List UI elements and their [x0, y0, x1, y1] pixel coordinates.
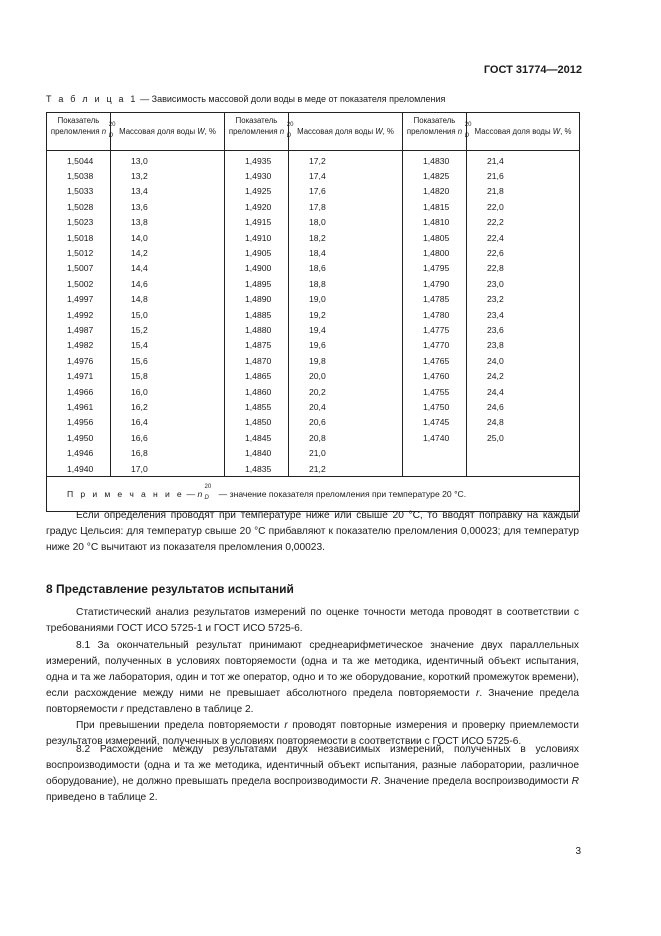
water-fraction-cell: 18,6	[289, 261, 403, 276]
refraction-index-cell: 1,4910	[225, 230, 289, 245]
water-fraction-cell	[467, 461, 580, 477]
refraction-index-cell: 1,4915	[225, 215, 289, 230]
refraction-index-cell: 1,4950	[47, 430, 111, 445]
refraction-index-cell: 1,4935	[225, 151, 289, 169]
col-header-mass-3: Массовая доля воды W, %	[467, 113, 580, 151]
water-fraction-cell: 23,8	[467, 338, 580, 353]
table-row	[47, 399, 580, 414]
water-fraction-cell: 13,0	[111, 151, 225, 169]
refraction-index-cell: 1,5023	[47, 215, 111, 230]
table-row	[47, 215, 580, 230]
table-row	[47, 276, 580, 291]
table-row	[47, 307, 580, 322]
refraction-index-cell: 1,4755	[403, 384, 467, 399]
table-note	[47, 477, 580, 512]
water-fraction-cell: 21,0	[289, 445, 403, 460]
table-row	[47, 261, 580, 276]
water-fraction-cell: 22,2	[467, 215, 580, 230]
refraction-index-cell: 1,5028	[47, 199, 111, 214]
table-row	[47, 445, 580, 460]
refraction-index-cell: 1,4992	[47, 307, 111, 322]
water-fraction-cell: 23,4	[467, 307, 580, 322]
table-body	[47, 151, 580, 477]
table-caption-text: Зависимость массовой доли воды в меде от показателя преломления	[151, 94, 446, 104]
table-header-row	[47, 113, 580, 151]
refraction-index-cell: 1,4805	[403, 230, 467, 245]
table-row	[47, 199, 580, 214]
table-row	[47, 322, 580, 337]
water-fraction-cell: 23,6	[467, 322, 580, 337]
water-fraction-cell: 24,0	[467, 353, 580, 368]
water-fraction-cell: 20,8	[289, 430, 403, 445]
refraction-index-cell: 1,4810	[403, 215, 467, 230]
water-fraction-cell: 16,4	[111, 415, 225, 430]
refraction-index-cell: 1,4825	[403, 168, 467, 183]
table-row	[47, 353, 580, 368]
water-fraction-cell: 22,0	[467, 199, 580, 214]
water-fraction-cell: 24,8	[467, 415, 580, 430]
water-fraction-cell: 24,2	[467, 368, 580, 383]
stat-analysis-paragraph: Статистический анализ результатов измерений по оценке точности метода проводят в соответствии с требованиями ГОСТ ИСО 5725-1 и ГОСТ ИСО 5725-6.	[46, 607, 579, 634]
refraction-index-cell: 1,4800	[403, 245, 467, 260]
refraction-index-cell: 1,4880	[225, 322, 289, 337]
table-caption-label: Т а б л и ц а 1	[46, 94, 138, 104]
refraction-index-cell: 1,4997	[47, 292, 111, 307]
water-fraction-cell: 13,2	[111, 168, 225, 183]
refraction-index-cell: 1,4780	[403, 307, 467, 322]
water-fraction-cell: 18,0	[289, 215, 403, 230]
water-fraction-cell: 15,0	[111, 307, 225, 322]
col-header-index-2: Показатель преломления n 20 D	[225, 113, 289, 151]
refraction-index-cell: 1,4946	[47, 445, 111, 460]
refraction-index-cell: 1,4905	[225, 245, 289, 260]
water-fraction-cell: 19,0	[289, 292, 403, 307]
water-fraction-cell: 15,2	[111, 322, 225, 337]
refraction-index-cell: 1,5038	[47, 168, 111, 183]
water-fraction-cell: 17,4	[289, 168, 403, 183]
document-code: ГОСТ 31774—2012	[483, 64, 582, 76]
water-fraction-cell: 17,8	[289, 199, 403, 214]
water-fraction-cell: 17,6	[289, 184, 403, 199]
repeatability-exceed-paragraph: При превышении предела повторяемости r проводят повторные измерения и проверку приемлемости результатов измерений, полученных в условиях повторяемости в соответствии с ГОСТ ИСО 5725-6.	[46, 720, 579, 747]
refraction-index-cell: 1,4820	[403, 184, 467, 199]
refraction-index-cell: 1,4760	[403, 368, 467, 383]
col-header-index-1: Показатель преломления n 20 D	[47, 113, 111, 151]
refraction-index-cell: 1,4971	[47, 368, 111, 383]
refraction-index-cell: 1,4930	[225, 168, 289, 183]
table-caption	[46, 94, 445, 104]
water-fraction-cell: 14,4	[111, 261, 225, 276]
note-dash: —	[186, 489, 196, 500]
refraction-index-cell: 1,4976	[47, 353, 111, 368]
refraction-index-cell: 1,4875	[225, 338, 289, 353]
refraction-index-cell	[403, 445, 467, 460]
water-fraction-cell: 18,8	[289, 276, 403, 291]
refraction-index-cell: 1,5018	[47, 230, 111, 245]
refraction-index-cell: 1,4845	[225, 430, 289, 445]
water-fraction-cell: 18,4	[289, 245, 403, 260]
refraction-index-cell: 1,4860	[225, 384, 289, 399]
section-8-title: 8 Представление результатов испытаний	[46, 582, 294, 596]
table-row	[47, 168, 580, 183]
water-fraction-cell: 15,8	[111, 368, 225, 383]
table-row	[47, 292, 580, 307]
refraction-index-cell: 1,4865	[225, 368, 289, 383]
refraction-index-cell: 1,4890	[225, 292, 289, 307]
page-number: 3	[575, 846, 581, 857]
refraction-index-cell: 1,4895	[225, 276, 289, 291]
table-row	[47, 384, 580, 399]
refraction-index-cell: 1,4900	[225, 261, 289, 276]
table-row	[47, 245, 580, 260]
table-caption-dash: —	[140, 94, 150, 104]
water-fraction-cell: 16,6	[111, 430, 225, 445]
water-fraction-cell: 17,0	[111, 461, 225, 477]
col-header-mass-2: Массовая доля воды W, %	[289, 113, 403, 151]
water-fraction-cell: 22,6	[467, 245, 580, 260]
refraction-index-cell: 1,4850	[225, 415, 289, 430]
refraction-index-cell: 1,4940	[47, 461, 111, 477]
water-fraction-cell: 20,4	[289, 399, 403, 414]
water-fraction-cell: 21,4	[467, 151, 580, 169]
refraction-index-cell: 1,5012	[47, 245, 111, 260]
col-header-mass-1: Массовая доля воды W, %	[111, 113, 225, 151]
note-symbol: n 20 D	[197, 484, 212, 502]
refraction-index-cell: 1,4795	[403, 261, 467, 276]
water-fraction-cell: 20,2	[289, 384, 403, 399]
table-row	[47, 184, 580, 199]
refraction-index-cell: 1,5033	[47, 184, 111, 199]
table-row	[47, 461, 580, 477]
water-fraction-cell	[467, 445, 580, 460]
table-row	[47, 430, 580, 445]
water-fraction-cell: 19,4	[289, 322, 403, 337]
refraction-index-cell: 1,4966	[47, 384, 111, 399]
refraction-index-cell: 1,4745	[403, 415, 467, 430]
table-row	[47, 151, 580, 169]
refraction-index-cell: 1,4982	[47, 338, 111, 353]
table-row	[47, 338, 580, 353]
water-fraction-cell: 20,6	[289, 415, 403, 430]
clause-8-2-paragraph: 8.2 Расхождение между результатами двух независимых измерений, полученных в условиях воспроизводимости (одна и та же методика, идентичный объект испытания, разные лаборатории, различное оборудование), не должно превышать предела воспроизводимости R. Значение предела воспроизводимости R приведено в таблице 2.	[46, 744, 579, 803]
water-fraction-cell: 23,0	[467, 276, 580, 291]
refraction-index-cell: 1,4740	[403, 430, 467, 445]
water-fraction-cell: 24,6	[467, 399, 580, 414]
refraction-water-table	[46, 112, 580, 512]
refraction-index-cell: 1,5002	[47, 276, 111, 291]
refraction-index-cell: 1,4830	[403, 151, 467, 169]
refraction-index-cell: 1,4815	[403, 199, 467, 214]
water-fraction-cell: 13,8	[111, 215, 225, 230]
water-fraction-cell: 16,2	[111, 399, 225, 414]
water-fraction-cell: 14,2	[111, 245, 225, 260]
refraction-index-cell: 1,4770	[403, 338, 467, 353]
refraction-index-cell: 1,4775	[403, 322, 467, 337]
water-fraction-cell: 21,6	[467, 168, 580, 183]
water-fraction-cell: 17,2	[289, 151, 403, 169]
table-row	[47, 415, 580, 430]
water-fraction-cell: 19,6	[289, 338, 403, 353]
water-fraction-cell: 22,4	[467, 230, 580, 245]
water-fraction-cell: 15,6	[111, 353, 225, 368]
water-fraction-cell: 21,2	[289, 461, 403, 477]
clause-8-1-paragraph: 8.1 За окончательный результат принимают среднеарифметическое значение двух параллельных измерений, полученных в условиях повторяемости (одна и та же методика, идентичный объект испытания, одна и та же лаборатория, один и тот же оператор, одно и то же оборудование, короткий промежуток времени), если расхождение между ними не превышает абсолютного предела повторяемости r. Значение предела повторяемости r представлено в таблице 2.	[46, 640, 579, 715]
water-fraction-cell: 14,6	[111, 276, 225, 291]
table-row	[47, 368, 580, 383]
water-fraction-cell: 25,0	[467, 430, 580, 445]
refraction-index-cell: 1,4956	[47, 415, 111, 430]
water-fraction-cell: 13,6	[111, 199, 225, 214]
refraction-index-cell: 1,4840	[225, 445, 289, 460]
refraction-index-cell: 1,4870	[225, 353, 289, 368]
col-header-index-3: Показатель преломления n 20 D	[403, 113, 467, 151]
refraction-index-cell: 1,4785	[403, 292, 467, 307]
water-fraction-cell: 15,4	[111, 338, 225, 353]
water-fraction-cell: 18,2	[289, 230, 403, 245]
refraction-index-cell: 1,4750	[403, 399, 467, 414]
table-row	[47, 230, 580, 245]
water-fraction-cell: 14,0	[111, 230, 225, 245]
refraction-index-cell: 1,5044	[47, 151, 111, 169]
note-label: П р и м е ч а н и е	[67, 489, 185, 500]
water-fraction-cell: 21,8	[467, 184, 580, 199]
water-fraction-cell: 13,4	[111, 184, 225, 199]
refraction-index-cell: 1,4835	[225, 461, 289, 477]
refraction-index-cell: 1,4885	[225, 307, 289, 322]
water-fraction-cell: 22,8	[467, 261, 580, 276]
refraction-index-cell: 1,5007	[47, 261, 111, 276]
water-fraction-cell: 14,8	[111, 292, 225, 307]
refraction-index-cell: 1,4765	[403, 353, 467, 368]
refraction-index-cell: 1,4790	[403, 276, 467, 291]
refraction-index-cell: 1,4855	[225, 399, 289, 414]
temperature-correction-paragraph: Если определения проводят при температуре ниже или свыше 20 °С, то вводят поправку на каждый градус Цельсия: для температур свыше 20 °С прибавляют к показателю преломления 0,00023; для температур ниже 20 °С вычитают из показателя преломления 0,00023.	[46, 510, 579, 553]
refraction-index-cell: 1,4920	[225, 199, 289, 214]
water-fraction-cell: 19,2	[289, 307, 403, 322]
refraction-index-cell: 1,4925	[225, 184, 289, 199]
refraction-index-cell: 1,4961	[47, 399, 111, 414]
water-fraction-cell: 23,2	[467, 292, 580, 307]
water-fraction-cell: 24,4	[467, 384, 580, 399]
water-fraction-cell: 16,0	[111, 384, 225, 399]
refraction-index-cell: 1,4987	[47, 322, 111, 337]
refraction-index-cell	[403, 461, 467, 477]
table-note-row	[47, 477, 580, 512]
water-fraction-cell: 19,8	[289, 353, 403, 368]
water-fraction-cell: 20,0	[289, 368, 403, 383]
water-fraction-cell: 16,8	[111, 445, 225, 460]
note-text: — значение показателя преломления при температуре 20 °С.	[218, 489, 467, 500]
